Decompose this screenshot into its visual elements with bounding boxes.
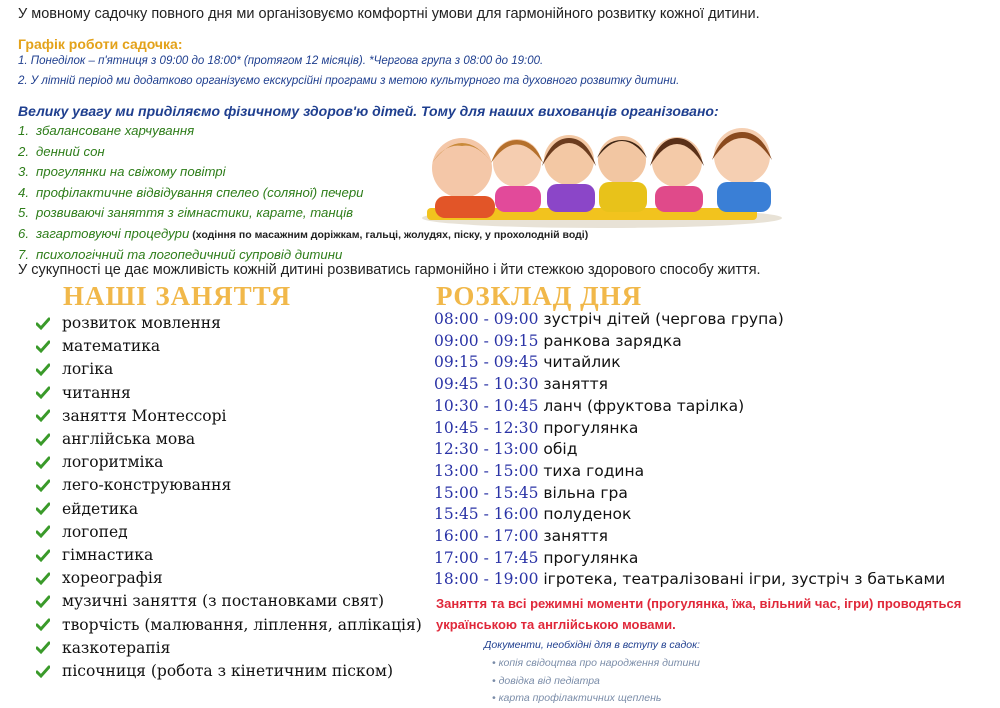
intro-text: У мовному садочку повного дня ми організовуємо комфортні умови для гармонійного розвитку кожної дитини. (18, 6, 760, 22)
schedule-activity: читайлик (543, 353, 621, 372)
activity-item (36, 614, 422, 637)
check-icon (36, 456, 50, 470)
activity-label: ейдетика (62, 499, 139, 518)
activity-label: творчість (малювання, ліплення, аплікація) (62, 615, 422, 634)
schedule-activity: прогулянка (543, 548, 639, 567)
health-item-text: розвиваючі заняття з гімнастики, карате, танців (36, 205, 354, 220)
check-icon (36, 409, 50, 423)
activity-item (36, 335, 422, 358)
schedule-activity: вільна гра (543, 483, 628, 502)
schedule-row (434, 526, 945, 548)
check-icon (36, 525, 50, 539)
activity-item (36, 637, 422, 660)
schedule-time: 09:45 - 10:30 (434, 375, 539, 394)
health-item-text: денний сон (36, 143, 105, 159)
check-icon (36, 479, 50, 493)
activity-label: пісочниця (робота з кінетичним піском) (62, 662, 394, 681)
schedule-title: Графік роботи садочка: (18, 36, 183, 52)
check-icon (36, 572, 50, 586)
schedule-activity: заняття (543, 375, 608, 394)
activity-item (36, 660, 422, 683)
health-item-text: загартовуючі процедури (36, 225, 190, 241)
schedule-time: 18:00 - 19:00 (434, 570, 539, 589)
schedule-time: 15:45 - 16:00 (434, 505, 539, 524)
activity-label: англійська мова (62, 430, 196, 449)
check-icon (36, 665, 50, 679)
activity-label: гімнастика (62, 546, 154, 565)
schedule-activity: ігротека, театралізовані ігри, зустріч з батьками (543, 570, 946, 589)
activity-label: музичні заняття (з постановками свят) (62, 592, 385, 611)
children-photo (417, 118, 787, 228)
activity-item (36, 567, 422, 590)
health-item-number: 5. (18, 205, 29, 220)
schedule-activity: ранкова зарядка (543, 331, 682, 350)
check-icon (36, 618, 50, 632)
documents-list (492, 655, 700, 708)
check-icon (36, 340, 50, 354)
summary-text: У сукупності це дає можливість кожній дитині розвиватись гармонійно і йти стежкою здорового способу життя. (18, 262, 761, 278)
schedule-row (434, 374, 945, 396)
activity-item (36, 382, 422, 405)
activity-label: логоритміка (62, 453, 164, 472)
health-item-text: профілактичне відвідування спелео (соляної) печери (36, 184, 364, 200)
health-item-text: прогулянки на свіжому повітрі (36, 164, 226, 179)
activity-label: математика (62, 337, 161, 356)
schedule-time: 13:00 - 15:00 (434, 461, 539, 480)
activity-item (36, 544, 422, 567)
schedule-activity: обід (543, 440, 578, 459)
schedule-row (434, 418, 945, 440)
schedule-row (434, 331, 945, 353)
check-icon (36, 317, 50, 331)
activity-item (36, 451, 422, 474)
activities-list (36, 312, 422, 683)
schedule-row (434, 461, 945, 483)
schedule-time: 08:00 - 09:00 (434, 310, 539, 328)
activity-item (36, 312, 422, 335)
health-item-note: (ходіння по масажним доріжкам, гальці, жолудях, піску, у прохолодній воді) (189, 228, 589, 241)
health-item-text: збалансоване харчування (36, 123, 195, 138)
schedule-time: 12:30 - 13:00 (434, 440, 539, 459)
activity-item (36, 405, 422, 428)
schedule-row (434, 504, 945, 526)
documents-title: Документи, необхідні для в вступу в садок: (484, 639, 700, 651)
activity-item (36, 474, 422, 497)
schedule-time: 15:00 - 15:45 (434, 483, 539, 502)
schedule-activity: ланч (фруктова тарілка) (543, 396, 745, 415)
health-item-number: 6. (18, 225, 29, 241)
schedule-time: 10:45 - 12:30 (434, 418, 539, 437)
schedule-time: 09:00 - 09:15 (434, 331, 539, 350)
health-item-number: 7. (18, 247, 29, 262)
schedule-activity: полуденок (543, 505, 632, 524)
health-item-number: 4. (18, 184, 29, 200)
activity-item (36, 590, 422, 613)
check-icon (36, 363, 50, 377)
activities-title: НАШІ ЗАНЯТТЯ (63, 281, 292, 311)
health-item-number: 1. (18, 123, 29, 138)
schedule-row (434, 548, 945, 570)
schedule-time: 09:15 - 09:45 (434, 353, 539, 372)
schedule-activity: тиха година (543, 461, 645, 480)
check-icon (36, 549, 50, 563)
activity-item (36, 428, 422, 451)
activity-label: логопед (62, 522, 128, 541)
schedule-activity: зустріч дітей (чергова група) (543, 310, 784, 328)
schedule-line-2: 2. У літній період ми додатково організуємо екскурсійні програми з метою культурного та духовного розвитку дитини. (18, 75, 680, 87)
schedule-row (434, 396, 945, 418)
schedule-row (434, 352, 945, 374)
check-icon (36, 502, 50, 516)
activity-label: лего-конструювання (62, 476, 232, 495)
health-item-text: психологічний та логопедичний супровід дитини (36, 247, 343, 262)
schedule-activity: прогулянка (543, 418, 639, 437)
schedule-row (434, 439, 945, 461)
schedule-row (434, 309, 945, 331)
activity-label: читання (62, 383, 131, 402)
languages-note (436, 593, 961, 635)
check-icon (36, 641, 50, 655)
check-icon (36, 595, 50, 609)
activity-item (36, 358, 422, 381)
document-item: • копія свідоцтва про народження дитини (492, 657, 700, 669)
activity-label: розвиток мовлення (62, 314, 221, 332)
health-item-number: 3. (18, 164, 29, 179)
schedule-time: 16:00 - 17:00 (434, 527, 539, 546)
health-item-number: 2. (18, 143, 29, 159)
schedule-time: 10:30 - 10:45 (434, 396, 539, 415)
activity-item (36, 521, 422, 544)
activity-item (36, 498, 422, 521)
day-schedule-title: РОЗКЛАД ДНЯ (436, 281, 643, 311)
languages-note-line-2: українською та англійською мовами. (436, 617, 676, 632)
document-item: • довідка від педіатра (492, 674, 600, 687)
activity-label: логіка (62, 360, 114, 379)
check-icon (36, 433, 50, 447)
activity-label: казкотерапія (62, 638, 171, 657)
day-schedule-list (434, 309, 945, 591)
health-title: Велику увагу ми приділяємо фізичному здоров'ю дітей. Тому для наших вихованців організовано: (18, 103, 719, 119)
activity-label: хореографія (62, 569, 163, 588)
check-icon (36, 386, 50, 400)
schedule-row (434, 483, 945, 505)
schedule-row (434, 569, 945, 591)
schedule-line-1: 1. Понеділок – п'ятниця з 09:00 до 18:00* (протягом 12 місяців). *Чергова група з 08:00 до 19:00. (18, 55, 544, 67)
schedule-time: 17:00 - 17:45 (434, 548, 539, 567)
activity-label: заняття Монтессорі (62, 406, 227, 425)
document-item: • карта профілактичних щеплень (492, 692, 662, 704)
languages-note-line-1: Заняття та всі режимні моменти (прогулянка, їжа, вільний час, ігри) проводяться (436, 596, 962, 611)
schedule-activity: заняття (543, 527, 608, 546)
